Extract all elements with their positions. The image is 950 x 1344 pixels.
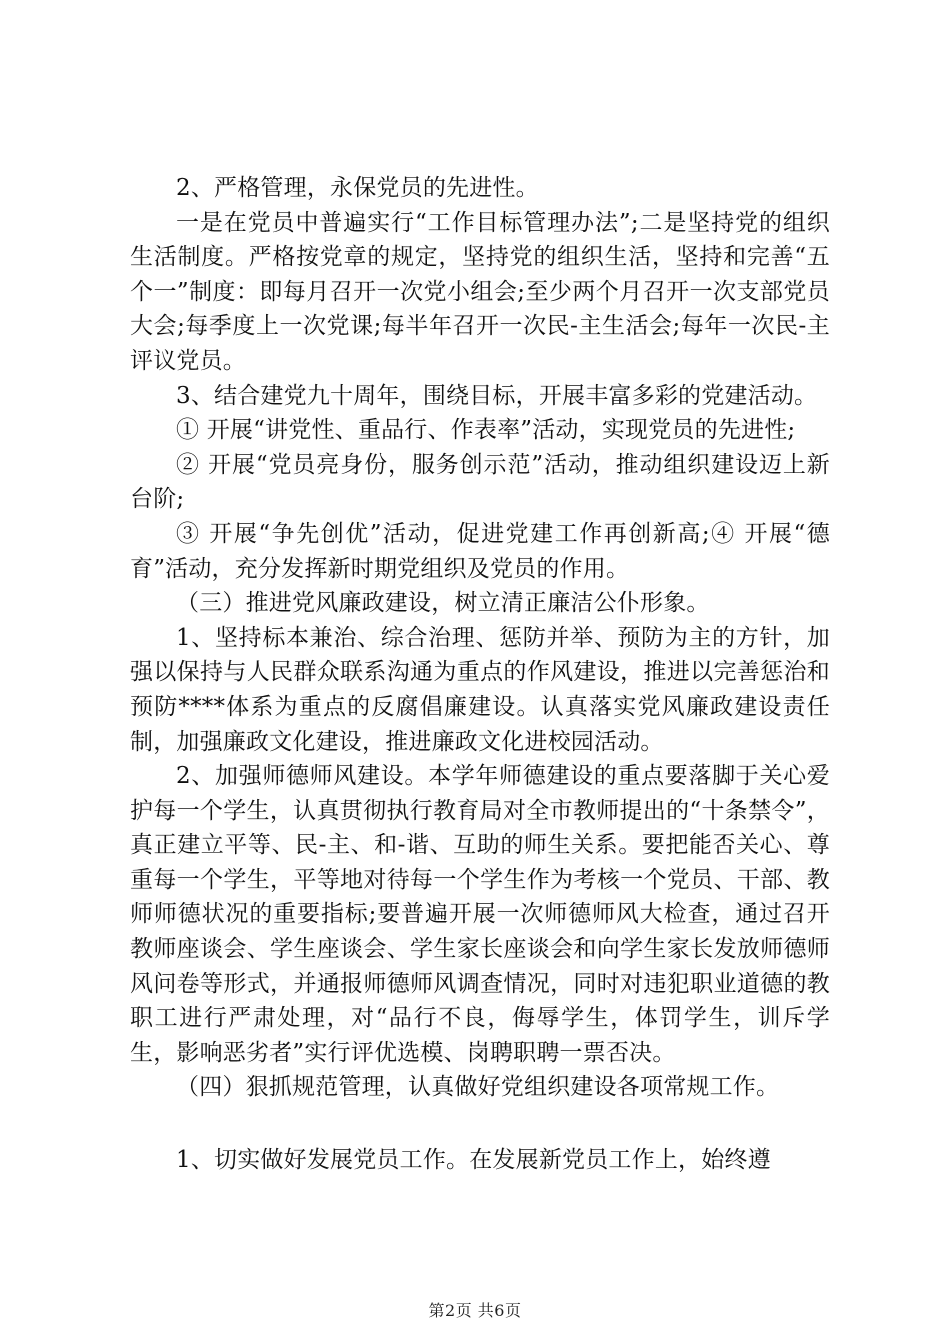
paragraph-activity-3-4: ③ 开展“争先创优”活动，促进党建工作再创新高;④ 开展“德育”活动，充分发挥新时期党组织及党员的作用。 bbox=[130, 520, 830, 582]
section-heading-3: （三）推进党风廉政建设，树立清正廉洁公仆形象。 bbox=[176, 590, 710, 617]
paragraph-party-activities: 3、结合建党九十周年，围绕目标，开展丰富多彩的党建活动。 bbox=[176, 382, 818, 409]
paragraph-strict-management: 2、严格管理，永保党员的先进性。 bbox=[176, 175, 539, 201]
document-body bbox=[130, 171, 830, 1178]
paragraph-develop-members: 1、切实做好发展党员工作。在发展新党员工作上，始终遵 bbox=[176, 1147, 771, 1174]
paragraph-anti-corruption: 1、坚持标本兼治、综合治理、惩防并举、预防为主的方针，加强以保持与人民群众联系沟通为重点的作风建设，推进以完善惩治和预防****体系为重点的反腐倡廉建设。认真落实党风廉政建设责任制，加强廉政文化建设，推进廉政文化进校园活动。 bbox=[130, 624, 830, 755]
section-heading-4: （四）狠抓规范管理，认真做好党组织建设各项常规工作。 bbox=[176, 1074, 780, 1101]
paragraph-activity-1: ① 开展“讲党性、重品行、作表率”活动，实现党员的先进性; bbox=[176, 417, 796, 444]
paragraph-activity-2: ② 开展“党员亮身份，服务创示范”活动，推动组织建设迈上新台阶; bbox=[130, 451, 830, 513]
paragraph-work-goals: 一是在党员中普遍实行“工作目标管理办法”;二是坚持党的组织生活制度。严格按党章的规定，坚持党的组织生活，坚持和完善“五个一”制度：即每月召开一次党小组会;至少两个月召开一次支部党员大会;每季度上一次党课;每半年召开一次民-主生活会;每年一次民-主评议党员。 bbox=[130, 209, 830, 374]
paragraph-teacher-ethics: 2、加强师德师风建设。本学年师德建设的重点要落脚于关心爱护每一个学生，认真贯彻执行教育局对全市教师提出的“十条禁令”，真正建立平等、民-主、和-谐、互助的师生关系。要把能否关心、尊重每一个学生，平等地对待每一个学生作为考核一个党员、干部、教师师德状况的重要指标;要普遍开展一次师德师风大检查，通过召开教师座谈会、学生座谈会、学生家长座谈会和向学生家长发放师德师风问卷等形式，并通报师德师风调查情况，同时对违犯职业道德的教职工进行严肃处理，对“品行不良，侮辱学生，体罚学生，训斥学生，影响恶劣者”实行评优选模、岗聘职聘一票否决。 bbox=[130, 763, 830, 1066]
page-footer: 第2页 共6页 bbox=[428, 1301, 522, 1320]
